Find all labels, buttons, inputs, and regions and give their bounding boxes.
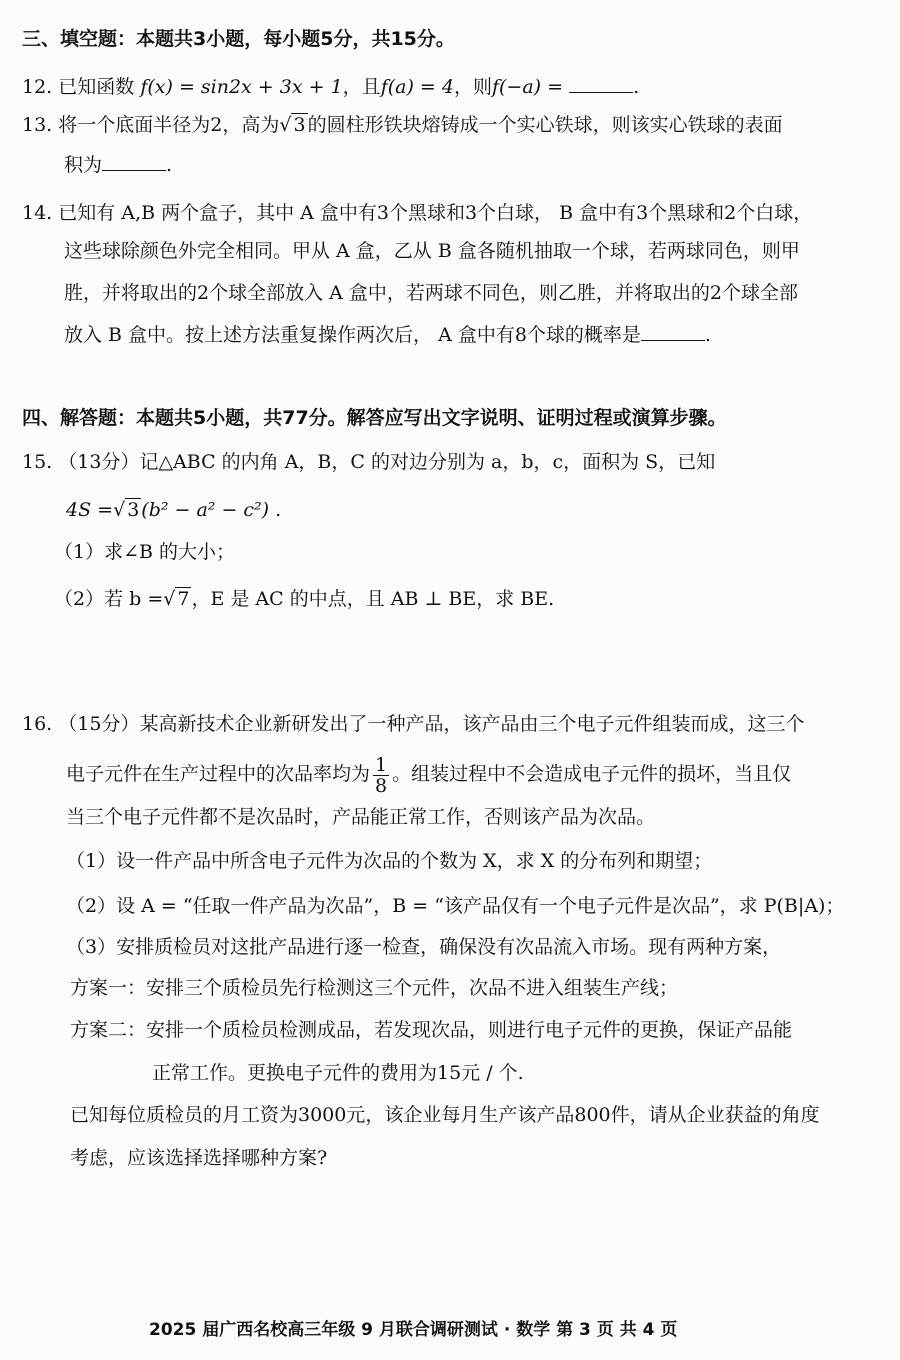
section-3-heading: 三、填空题：本题共3小题，每小题5分，共15分。 xyxy=(22,28,455,50)
question-16 xyxy=(22,711,804,737)
answer-blank xyxy=(569,74,633,93)
question-16-tail-2: 考虑，应该选择选择哪种方案? xyxy=(70,1147,328,1169)
question-number: 14. xyxy=(22,202,53,224)
question-15-formula: 4S =√ 3 (b² − a² − c²) . xyxy=(66,499,282,521)
question-15 xyxy=(22,449,715,475)
question-15-part-1: （1）求∠B 的大小； xyxy=(54,541,236,563)
question-number: 15. xyxy=(22,451,53,473)
question-16-part-2: （2）设 A = “任取一件产品为次品”，B = “该产品仅有一个电子元件是次品”，求 P(B|A)； xyxy=(66,895,845,917)
question-number: 12. xyxy=(22,76,53,98)
answer-blank xyxy=(102,152,166,171)
page-footer: 2025 届广西名校高三年级 9 月联合调研测试 · 数学 第 3 页 共 4 页 xyxy=(149,1320,678,1340)
question-14-line-4 xyxy=(64,322,711,348)
question-16-line-3: 当三个电子元件都不是次品时，产品能正常工作，否则该产品为次品。 xyxy=(66,806,656,828)
ask-expression: f(−a) = xyxy=(491,76,564,98)
question-14 xyxy=(22,200,812,226)
question-text: 放入 B 盒中。按上述方法重复操作两次后， A 盒中有8个球的概率是 xyxy=(64,324,641,346)
question-text: 已知有 A,B 两个盒子，其中 A 盒中有3个黑球和3个白球， B 盒中有3个黑球和2个白球， xyxy=(58,202,813,224)
question-text: . xyxy=(704,324,711,346)
fraction-numerator: 1 xyxy=(375,753,388,776)
sqrt-value: 7 xyxy=(177,588,190,610)
question-text: 的圆柱形铁块熔铸成一个实心铁球，则该实心铁球的表面 xyxy=(307,114,783,136)
question-13: 13. 将一个底面半径为2，高为√ 3 的圆柱形铁块熔铸成一个实心铁球，则该实心铁球的表面 xyxy=(22,114,783,136)
sqrt-value: 3 xyxy=(293,114,306,136)
function-expression: f(x) = sin2x + 3x + 1 xyxy=(140,76,343,98)
question-16-part-3: （3）安排质检员对这批产品进行逐一检查，确保没有次品流入市场。现有两种方案， xyxy=(66,936,782,958)
question-12 xyxy=(22,74,639,100)
question-text: . xyxy=(633,76,640,98)
question-14-line-2: 这些球除颜色外完全相同。甲从 A 盒，乙从 B 盒各随机抽取一个球，若两球同色，则甲 xyxy=(64,240,800,262)
question-text: ，则 xyxy=(453,76,492,98)
question-13-line-2 xyxy=(64,152,172,178)
formula-left: 4S = xyxy=(66,499,114,521)
question-text: 已知函数 xyxy=(58,76,135,98)
condition-expression: f(a) = 4 xyxy=(380,76,454,98)
question-14-line-3: 胜，并将取出的2个球全部放入 A 盒中，若两球不同色，则乙胜，并将取出的2个球全部 xyxy=(64,282,798,304)
section-4-heading: 四、解答题：本题共5小题，共77分。解答应写出文字说明、证明过程或演算步骤。 xyxy=(22,407,727,429)
question-text: 积为 xyxy=(64,154,103,176)
question-text: ，且 xyxy=(342,76,381,98)
question-text: 将一个底面半径为2，高为 xyxy=(58,114,280,136)
formula-right: (b² − a² − c²) . xyxy=(141,499,282,521)
question-text: （2）若 b = xyxy=(54,588,164,610)
question-text: . xyxy=(166,154,173,176)
fraction-denominator: 8 xyxy=(375,774,388,797)
question-number: 16. xyxy=(22,713,53,735)
question-15-part-2: （2）若 b =√ 7 ，E 是 AC 的中点，且 AB ⊥ BE，求 BE. xyxy=(54,588,555,610)
question-text: （13分）记△ABC 的内角 A，B，C 的对边分别为 a，b，c，面积为 S，已知 xyxy=(58,451,716,473)
question-text: 电子元件在生产过程中的次品率均为 xyxy=(66,763,371,785)
question-16-plan-1: 方案一：安排三个质检员先行检测这三个元件，次品不进入组装生产线； xyxy=(70,977,679,999)
sqrt-value: 3 xyxy=(127,499,140,521)
question-text: ，E 是 AC 的中点，且 AB ⊥ BE，求 BE. xyxy=(191,588,555,610)
question-number: 13. xyxy=(22,114,53,136)
question-16-line-2 xyxy=(66,754,791,796)
answer-blank xyxy=(641,322,705,341)
question-16-plan-2-line-2: 正常工作。更换电子元件的费用为15元 / 个. xyxy=(152,1062,524,1084)
fraction xyxy=(373,755,389,796)
question-16-tail-1: 已知每位质检员的月工资为3000元，该企业每月生产该产品800件，请从企业获益的角度 xyxy=(70,1104,820,1126)
question-text: 。组装过程中不会造成电子元件的损坏，当且仅 xyxy=(392,763,792,785)
question-16-plan-2: 方案二：安排一个质检员检测成品，若发现次品，则进行电子元件的更换，保证产品能 xyxy=(70,1019,793,1041)
question-text: （15分）某高新技术企业新研发出了一种产品，该产品由三个电子元件组装而成，这三个 xyxy=(58,713,805,735)
question-16-part-1: （1）设一件产品中所含电子元件为次品的个数为 X，求 X 的分布列和期望； xyxy=(66,850,713,872)
